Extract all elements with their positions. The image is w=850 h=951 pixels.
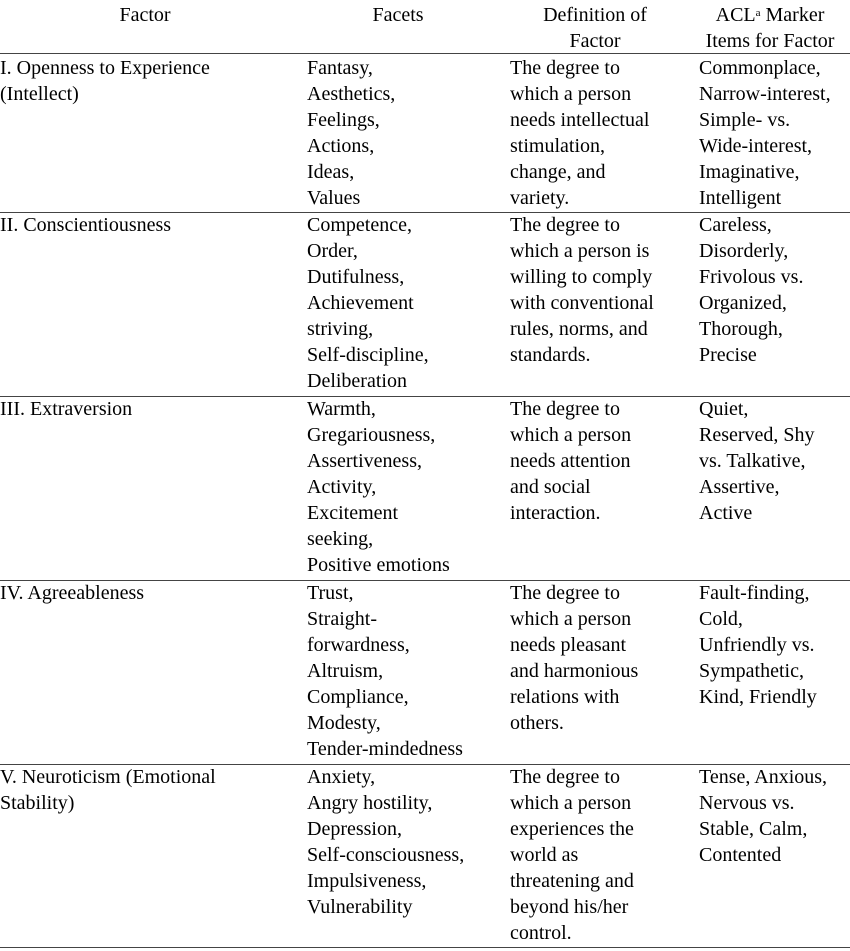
facets-cell: Fantasy, Aesthetics, Feelings, Actions, Ideas, Values — [307, 57, 396, 209]
definition-cell: The degree to which a person is willing to comply with conventional rules, norms, and standards. — [510, 214, 654, 366]
header-markers-text: Marker Items for Factor — [705, 4, 835, 52]
markers-cell: Commonplace, Narrow-interest, Simple- vs. Wide-interest, Imaginative, Intelligent — [699, 57, 831, 209]
factor-cell: V. Neuroticism (Emotional Stability) — [0, 766, 216, 814]
definition-cell: The degree to which a person needs pleasant and harmonious relations with others. — [510, 582, 639, 734]
table-header-row — [0, 2, 850, 54]
header-factor: Factor — [119, 4, 171, 26]
definition-cell: The degree to which a person needs attention and social interaction. — [510, 398, 632, 524]
markers-cell: Quiet, Reserved, Shy vs. Talkative, Assertive, Active — [699, 398, 815, 524]
header-markers-prefix: ACL — [715, 4, 756, 26]
factor-cell: III. Extraversion — [0, 398, 133, 420]
header-markers — [690, 2, 850, 54]
bottom-rule — [0, 947, 850, 948]
definition-cell: The degree to which a person needs intellectual stimulation, change, and variety. — [510, 57, 650, 209]
header-footnote-marker: a — [755, 7, 761, 19]
facets-cell: Competence, Order, Dutifulness, Achievement striving, Self-discipline, Deliberation — [307, 214, 429, 392]
facets-cell: Anxiety, Angry hostility, Depression, Self-consciousness, Impulsiveness, Vulnerability — [307, 766, 465, 918]
header-definition: Definition of Factor — [543, 4, 647, 52]
header-rule — [0, 53, 850, 54]
factor-cell: I. Openness to Experience (Intellect) — [0, 57, 210, 105]
markers-cell: Tense, Anxious, Nervous vs. Stable, Calm, Contented — [699, 766, 828, 866]
header-facets: Facets — [372, 4, 424, 26]
facets-cell: Warmth, Gregariousness, Assertiveness, Activity, Excitement seeking, Positive emotions — [307, 398, 450, 576]
factor-cell: II. Conscientiousness — [0, 214, 172, 236]
markers-cell: Careless, Disorderly, Frivolous vs. Organized, Thorough, Precise — [699, 214, 804, 366]
factor-cell: IV. Agreeableness — [0, 582, 145, 604]
markers-cell: Fault-finding, Cold, Unfriendly vs. Sympathetic, Kind, Friendly — [699, 582, 817, 708]
definition-cell: The degree to which a person experiences the world as threatening and beyond his/her control. — [510, 766, 634, 944]
facets-cell: Trust, Straight- forwardness, Altruism, Compliance, Modesty, Tender-mindedness — [307, 582, 463, 760]
